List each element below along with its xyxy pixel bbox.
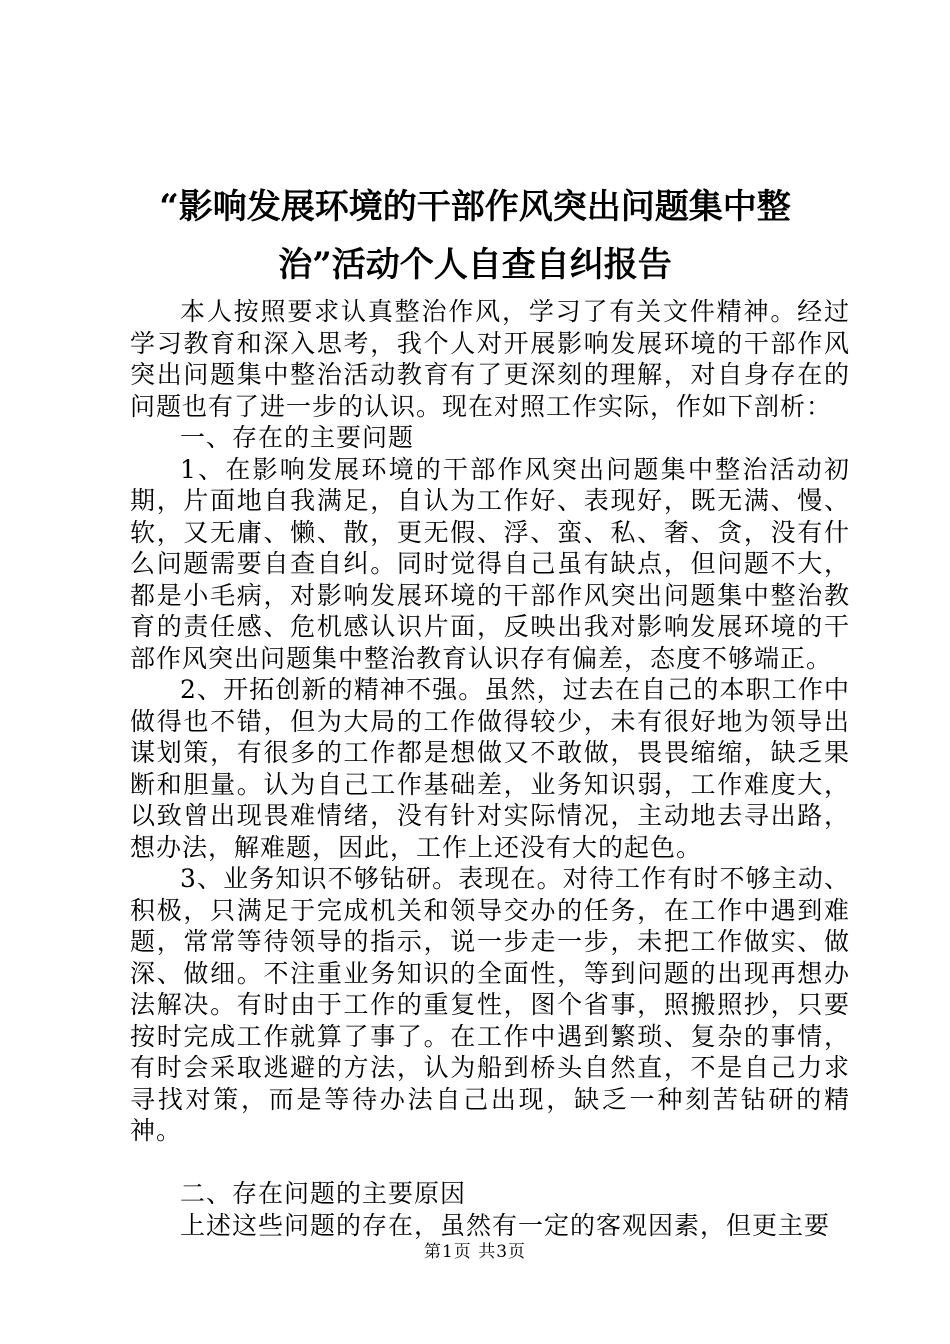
section-2-paragraph: 上述这些问题的存在，虽然有一定的客观因素，但更主要	[180, 1210, 831, 1240]
problem-item-3: 3、业务知识不够钻研。表现在。对待工作有时不够主动、积极，只满足于完成机关和领导交办的任务，在工作中遇到难题，常常等待领导的指示，说一步走一步，未把工作做实、做深、做细。不注重业务知识的全面性，等到问题的出现再想办法解决。有时由于工作的重复性，图个省事，照搬照抄，只要按时完成工作就算了事了。在工作中遇到繁琐、复杂的事情，有时会采取逃避的方法，认为船到桥头自然直，不是自己力求寻找对策，而是等待办法自己出现，缺乏一种刻苦钻研的精神。	[130, 864, 850, 1145]
paragraph-spacer	[130, 1147, 850, 1179]
problem-item-1: 1、在影响发展环境的干部作风突出问题集中整治活动初期，片面地自我满足，自认为工作好、表现好，既无满、慢、软，又无庸、懒、散，更无假、浮、蛮、私、奢、贪，没有什么问题需要自查自纠。同时觉得自己虽有缺点，但问题不大，都是小毛病，对影响发展环境的干部作风突出问题集中整治教育的责任感、危机感认识片面，反映出我对影响发展环境的干部作风突出问题集中整治教育认识存有偏差，态度不够端正。	[130, 454, 850, 673]
problem-item-2: 2、开拓创新的精神不强。虽然，过去在自己的本职工作中做得也不错，但为大局的工作做得较少，未有很好地为领导出谋划策，有很多的工作都是想做又不敢做，畏畏缩缩，缺乏果断和胆量。认为自己工作基础差，业务知识弱，工作难度大，以致曾出现畏难情绪，没有针对实际情况，主动地去寻出路，想办法，解难题，因此，工作上还没有大的起色。	[130, 675, 850, 862]
document-title-line-2: 治”活动个人自查自纠报告	[278, 245, 672, 285]
section-1-heading: 一、存在的主要问题	[180, 423, 415, 452]
intro-paragraph: 本人按照要求认真整治作风，学习了有关文件精神。经过学习教育和深入思考，我个人对开展影响发展环境的干部作风突出问题集中整治活动教育有了更深刻的理解，对自身存在的问题也有了进一步的认识。现在对照工作实际，作如下剖析：	[130, 297, 850, 421]
section-2-heading: 二、存在问题的主要原因	[180, 1179, 467, 1208]
document-body	[130, 296, 850, 1241]
page-number-footer: 第1页 共3页	[423, 1242, 527, 1262]
document-title-line-1: “影响发展环境的干部作风突出问题集中整	[159, 187, 791, 227]
